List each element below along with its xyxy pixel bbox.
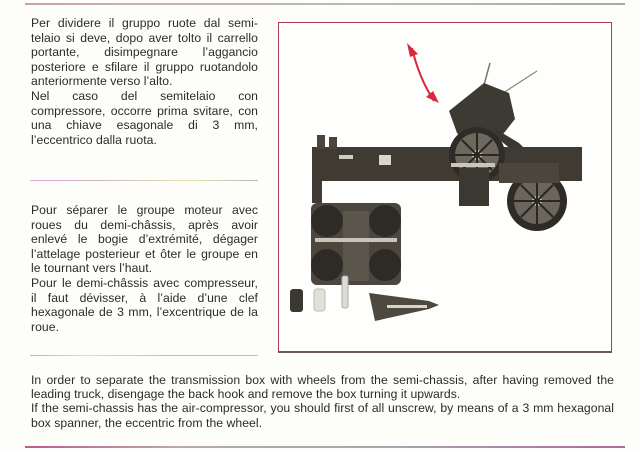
small-part-bushing [314,289,325,311]
small-part-pin [342,276,348,308]
leading-truck-bogie [311,203,401,285]
english-instructions [31,373,614,430]
english-paragraph-2: If the semi-chassis has the air-compressor, you should first of all unscrew, by means of a 3 mm hexagonal box spanner, the eccentric from the wheel. [31,401,614,430]
italian-paragraph-2: Nel caso del semitelaio con compressore, occorre prima svitare, con una chiave esagonale di 3 mm, l’eccentrico dalla ruota. [31,88,258,147]
top-divider [25,3,625,5]
french-instructions [31,203,258,334]
illustration-frame [278,22,612,353]
italian-paragraph-1: Per dividere il gruppo ruote dal semi-telaio si deve, dopo aver tolto il carrello portante, disimpegnare l’aggancio posteriore e sfilare il gruppo ruotandolo anteriormente verso l’alto. [31,16,258,89]
chassis-illustration [279,23,613,354]
section-divider-1 [30,180,258,181]
english-paragraph-1: In order to separate the transmission box with wheels from the semi-chassis, after having removed the leading truck, disengage the back hook and remove the box turning it upwards. [31,373,614,402]
rotation-arrow-icon [407,43,439,103]
french-paragraph-2: Pour le demi-châssis avec compresseur, il faut dévisser, à l’aide d’une clef hexagonale de 3 mm, l’excentrique de la roue. [31,275,258,334]
small-part-clip [290,289,303,312]
italian-instructions [31,16,258,147]
french-paragraph-1: Pour séparer le groupe moteur avec roues du demi-châssis, après avoir enlevé le bogie d’extrémité, dégager l’attelage posterieur et ôter le groupe en le tournant vers l’haut. [31,203,258,276]
section-divider-2 [30,355,258,356]
bottom-divider [25,446,625,448]
